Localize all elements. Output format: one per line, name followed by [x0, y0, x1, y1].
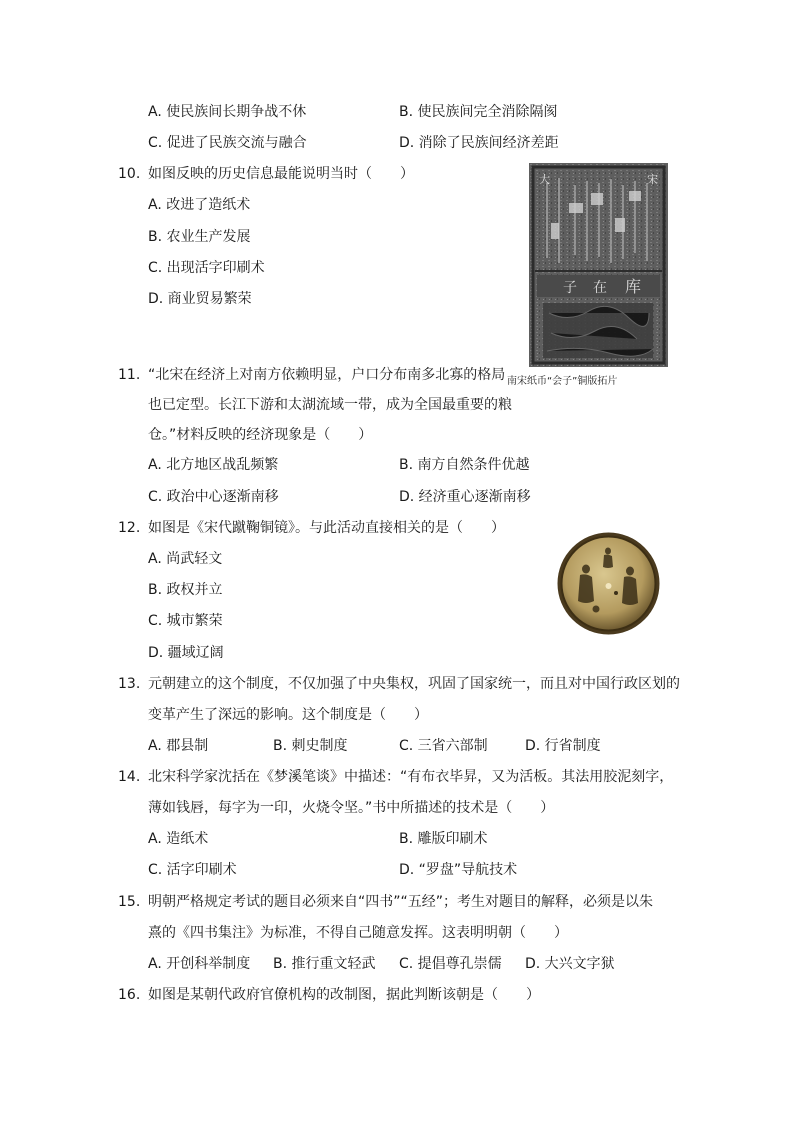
q14-line-2: 薄如钱唇，每字为一印，火烧令坚。”书中所描述的技术是（ ） — [148, 800, 555, 816]
q12-option-d: D. 疆域辽阔 — [148, 645, 224, 661]
huizi-rubbing-image — [529, 163, 668, 367]
q15-option-c: C. 提倡尊孔崇儒 — [399, 956, 502, 972]
cuju-bronze-mirror-image — [556, 531, 661, 636]
q11-option-b: B. 南方自然条件优越 — [399, 457, 530, 473]
q13-option-a: A. 郡县制 — [148, 738, 209, 754]
q11-line-3: 仓。”材料反映的经济现象是（ ） — [148, 427, 373, 443]
q15-line-2: 熹的《四书集注》为标准，不得自己随意发挥。这表明明朝（ ） — [148, 925, 568, 941]
plate-char-da: 大 — [539, 173, 550, 186]
plate-char-zi: 子 — [563, 280, 577, 296]
plate-char-zai: 在 — [593, 280, 607, 296]
plate-char-song: 宋 — [647, 173, 658, 186]
q9-option-d: D. 消除了民族间经济差距 — [399, 135, 559, 151]
q15-option-a: A. 开创科举制度 — [148, 956, 251, 972]
q11-line-1: “北宋在经济上对南方依赖明显，户口分布南多北寡的格局 — [148, 367, 506, 383]
q14-option-a: A. 造纸术 — [148, 831, 209, 847]
q16-text: 如图是某朝代政府官僚机构的改制图，据此判断该朝是（ ） — [148, 987, 540, 1003]
rubbing-svg — [529, 163, 668, 367]
q15-number: 15. — [118, 894, 141, 910]
q13-option-b: B. 刺史制度 — [273, 738, 348, 754]
q10-option-a: A. 改进了造纸术 — [148, 197, 251, 213]
q9-option-b: B. 使民族间完全消除隔阂 — [399, 104, 558, 120]
q12-number: 12. — [118, 520, 141, 536]
q10-option-d: D. 商业贸易繁荣 — [148, 291, 252, 307]
q14-number: 14. — [118, 769, 141, 785]
q12-text: 如图是《宋代蹴鞠铜镜》。与此活动直接相关的是（ ） — [148, 520, 505, 536]
q14-option-c: C. 活字印刷术 — [148, 862, 237, 878]
q12-option-c: C. 城市繁荣 — [148, 613, 223, 629]
q14-line-1: 北宋科学家沈括在《梦溪笔谈》中描述：“有布衣毕昇，又为活板。其法用胶泥刻字， — [148, 769, 674, 785]
q11-number: 11. — [118, 367, 141, 383]
rubbing-caption: 南宋纸币“会子”铜版拓片 — [507, 376, 618, 387]
q10-number: 10. — [118, 166, 141, 182]
q9-option-a: A. 使民族间长期争战不休 — [148, 104, 307, 120]
q10-option-b: B. 农业生产发展 — [148, 229, 251, 245]
plate-char-xing: 库 — [625, 277, 642, 296]
q15-option-b: B. 推行重文轻武 — [273, 956, 376, 972]
mirror-svg — [556, 531, 661, 636]
q15-option-d: D. 大兴文字狱 — [525, 956, 615, 972]
q12-option-a: A. 尚武轻文 — [148, 551, 223, 567]
q14-option-d: D. “罗盘”导航技术 — [399, 862, 518, 878]
q9-option-c: C. 促进了民族交流与融合 — [148, 135, 307, 151]
q11-option-c: C. 政治中心逐渐南移 — [148, 489, 279, 505]
q11-line-2: 也已定型。长江下游和太湖流域一带，成为全国最重要的粮 — [148, 397, 512, 413]
q10-option-c: C. 出现活字印刷术 — [148, 260, 265, 276]
q15-line-1: 明朝严格规定考试的题目必须来自“四书”“五经”；考生对题目的解释，必须是以朱 — [148, 894, 654, 910]
q11-option-d: D. 经济重心逐渐南移 — [399, 489, 531, 505]
q10-text: 如图反映的历史信息最能说明当时（ ） — [148, 166, 414, 182]
q16-number: 16. — [118, 987, 141, 1003]
q13-line-2: 变革产生了深远的影响。这个制度是（ ） — [148, 707, 428, 723]
q11-option-a: A. 北方地区战乱频繁 — [148, 457, 279, 473]
q13-number: 13. — [118, 676, 141, 692]
q13-line-1: 元朝建立的这个制度，不仅加强了中央集权，巩固了国家统一，而且对中国行政区划的 — [148, 676, 680, 692]
q13-option-c: C. 三省六部制 — [399, 738, 488, 754]
q13-option-d: D. 行省制度 — [525, 738, 601, 754]
q12-option-b: B. 政权并立 — [148, 582, 223, 598]
q14-option-b: B. 雕版印刷术 — [399, 831, 488, 847]
